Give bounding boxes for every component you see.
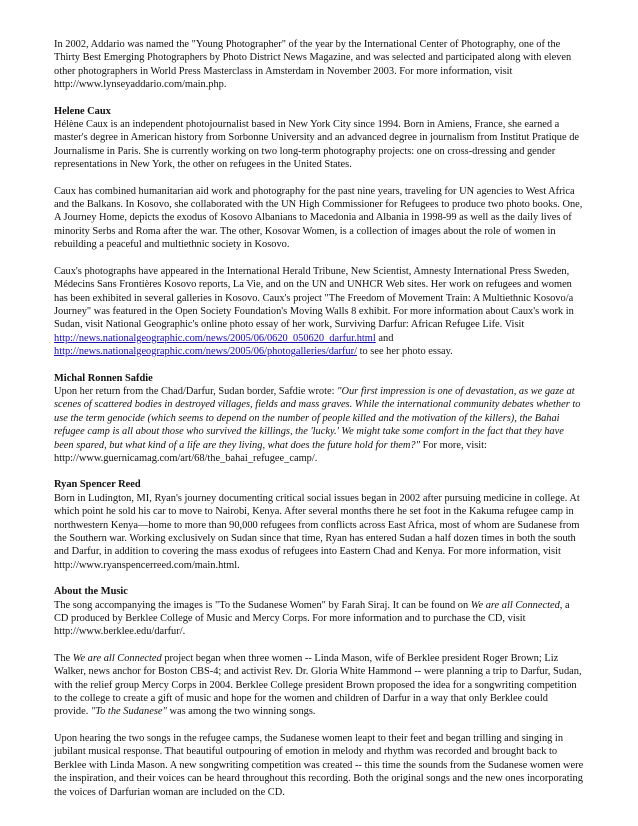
safdie-quote: "Our first impression is one of devastation, as we gaze at scenes of scattered bodies in destroyed villages, fields and mass graves. While the international community debates whether to use the term genocide (which seems to depend on the number of people killed and the motivation of the killers), the Bahai refugee camp is all about those who survived the killings, the 'lucky.' We might take some comfort in the fact that they have been spared, but what kind of a life are they living, what does the future hold for them?" bbox=[54, 385, 581, 451]
music-text-3: Upon hearing the two songs in the refugee camps, the Sudanese women leapt to their feet and began trilling and singing in jubilant musical response. That beautiful outpouring of emotion in melody and rhythm was recorded and brought back to Berklee with Linda Mason. A new songwriting competition was created -- this time the sounds from the Sudanese women were the inspiration, and their voices can be heard throughout this recording. Both the original songs and the new ones incorporating the voices of Darfurian woman are included on the CD. bbox=[54, 732, 584, 798]
safdie-heading: Michal Ronnen Safdie bbox=[54, 372, 153, 384]
project-title: We are all Connected bbox=[72, 652, 162, 664]
caux-paragraph-2 bbox=[54, 185, 584, 252]
music-text-2b: project began when three women -- Linda Mason, wife of Berklee president Roger Brown; Liz Walker, news anchor for Boston CBS-4; and activist Rev. Dr. Gloria White Hammond -- were planning a trip to Darfur, Sudan, with the relief group Mercy Corps in 2004. Berklee College president Brown proposed the idea for a songwriting competition to the college to create a gift of music and hope for the women and children of Darfur in a way that only Berklee could provide. bbox=[54, 652, 582, 718]
music-heading: About the Music bbox=[54, 586, 128, 598]
reed-paragraph bbox=[54, 478, 584, 572]
music-text-2c: was among the two winning songs. bbox=[169, 706, 316, 718]
caux-paragraph-1 bbox=[54, 105, 584, 172]
music-paragraph-1 bbox=[54, 585, 584, 639]
darfur-article-link[interactable]: http://news.nationalgeographic.com/news/2005/06/0620_050620_darfur.html bbox=[54, 332, 376, 344]
darfur-gallery-link[interactable]: http://news.nationalgeographic.com/news/2005/06/photogalleries/darfur/ bbox=[54, 346, 357, 358]
safdie-tail: For more, visit: http://www.guernicamag.com/art/68/the_bahai_refugee_camp/. bbox=[54, 439, 487, 464]
caux-text-3: Caux's photographs have appeared in the International Herald Tribune, New Scientist, Amnesty International Press Sweden, Médecins Sans Frontières Kosovo reports, La Vie, and on the UN and UNHCR Web sites. Her work on refugees and women has been exhibited in several galleries in Kosovo. Caux's project "The Freedom of Movement Train: A Multiethnic Kosovo/a Journey" was featured in the Open Society Foundation's Moving Walls 8 exhibit. For more information about Caux's work in Sudan, visit National Geographic's online photo essay of her work, Surviving Darfur: African Refugee Life. Visit bbox=[54, 265, 574, 331]
caux-and: and bbox=[378, 332, 394, 344]
music-paragraph-2 bbox=[54, 652, 584, 719]
caux-tail: to see her photo essay. bbox=[359, 346, 453, 358]
music-text-1b: , a CD produced by Berklee College of Music and Mercy Corps. For more information and to purchase the CD, visit http://www.berklee.edu/darfur/. bbox=[54, 599, 570, 638]
addario-paragraph bbox=[54, 38, 584, 92]
caux-paragraph-3 bbox=[54, 265, 584, 359]
music-paragraph-3 bbox=[54, 732, 584, 799]
music-text-1a: The song accompanying the images is "To the Sudanese Women" by Farah Siraj. It can be found on bbox=[54, 599, 469, 611]
album-title: We are all Connected bbox=[470, 599, 560, 611]
reed-heading: Ryan Spencer Reed bbox=[54, 479, 141, 491]
song-title: "To the Sudanese" bbox=[90, 706, 167, 718]
safdie-paragraph bbox=[54, 372, 584, 466]
addario-text: In 2002, Addario was named the "Young Photographer" of the year by the International Center of Photography, one of the Thirty Best Emerging Photographers by Photo District News Magazine, and was selected and participated along with eleven other photographers in World Press Masterclass in Amsterdam in November 2003. For more information, visit http://www.lynseyaddario.com/main.php. bbox=[54, 39, 572, 91]
reed-text: Born in Ludington, MI, Ryan's journey documenting critical social issues began in 2002 after pursuing medicine in college. At which point he sold his car to move to Nairobi, Kenya. After several months there he set foot in the Kakuma refugee camp in northwestern Kenya—home to more than 90,000 refugees from conflicts across East Africa, most of whom are Sudanese from the Southern war. Working exclusively on Sudan since that time, Ryan has entered Sudan a half dozen times in both the south and Darfur, in addition to covering the mass exodus of refugees into Eastern Chad and Kenya. For more information, visit http://www.ryanspencerreed.com/main.html. bbox=[54, 492, 580, 571]
caux-text-2: Caux has combined humanitarian aid work and photography for the past nine years, traveling for UN agencies to West Africa and the Balkans. In Kosovo, she collaborated with the UN High Commissioner for Refugees to produce two photo books. One, A Journey Home, depicts the exodus of Kosovo Albanians to Macedonia and Albania in 1998-99 as well as the daily lives of minority Serbs and Roma after the war. The other, Kosovar Women, is a collection of images about the role of women in rebuilding a peaceful and multiethnic society in Kosovo. bbox=[54, 185, 583, 251]
safdie-intro: Upon her return from the Chad/Darfur, Sudan border, Safdie wrote: bbox=[54, 385, 335, 397]
caux-text-1: Hélène Caux is an independent photojournalist based in New York City since 1994. Born in Amiens, France, she earned a master's degree in American history from Sorbonne University and an advanced degree in journalism from Institut Pratique de Journalisme in Paris. She is currently working on two long-term photography projects: one on cross-dressing and gender representations in New York, the other on refugees in the United States. bbox=[54, 119, 580, 171]
music-text-2a: The bbox=[54, 652, 71, 664]
caux-heading: Helene Caux bbox=[54, 105, 111, 117]
